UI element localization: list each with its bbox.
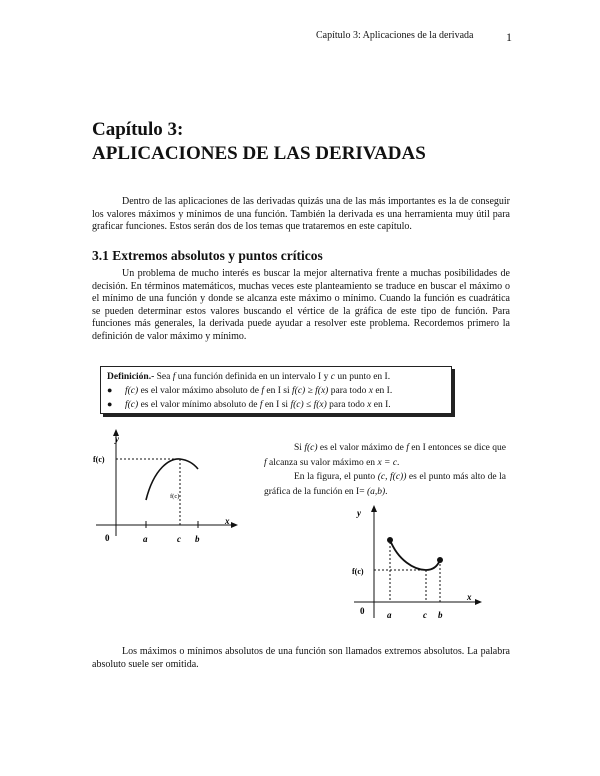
x-axis-label: x <box>467 592 472 602</box>
definition-box <box>100 366 452 414</box>
graph-minimum <box>340 502 490 632</box>
origin-label: 0 <box>105 533 110 543</box>
side-explanation: Si f(c) es el valor máximo de f en I entonces se dice que f alcanza su valor máximo en x = c. En la figura, el punto (c, f(c)) es el punto más alto de la gráfica de la función en I= (a,b). <box>264 443 506 497</box>
c-label: c <box>177 534 181 544</box>
running-header: Capítulo 3: Aplicaciones de la derivada <box>316 30 474 41</box>
chapter-number: Capítulo 3: <box>92 119 184 140</box>
chapter-name: APLICACIONES DE LAS DERIVADAS <box>92 143 426 164</box>
a-label: a <box>143 534 148 544</box>
definition-bullet-min: ● f(c) es el valor mínimo absoluto de f en I si f(c) ≤ f(x) para todo x en I. <box>107 399 391 410</box>
y-axis-label: y <box>115 434 119 444</box>
closing-paragraph: Los máximos o mínimos absolutos de una función son llamados extremos absolutos. La palabra absoluto suele ser omitida. <box>92 646 510 670</box>
definition-label: Definición.- <box>107 372 155 382</box>
page-number: 1 <box>506 30 512 44</box>
fc-label: f(c) <box>352 567 364 576</box>
fc-label: f(c) <box>93 455 105 464</box>
chapter-title <box>92 118 426 166</box>
endpoint-a <box>387 537 393 543</box>
endpoint-b <box>437 557 443 563</box>
bullet-icon: ● <box>107 399 113 409</box>
graph-maximum <box>88 428 248 550</box>
intro-paragraph: Dentro de las aplicaciones de las derivadas quizás una de las más importantes es la de conseguir los valores máximos y mínimos de una función. También la derivada es una herramienta muy útil para graficar funciones. Estos serán dos de los temas que trataremos en este capítulo. <box>92 196 510 233</box>
origin-label: 0 <box>360 606 365 616</box>
a-label: a <box>387 610 392 620</box>
mid-label: f(c) <box>170 493 180 500</box>
definition-intro: Definición.- Sea f una función definida en un intervalo I y c un punto en I. <box>107 372 391 382</box>
curve-min <box>390 540 440 570</box>
c-label: c <box>423 610 427 620</box>
b-label: b <box>438 610 443 620</box>
section-paragraph: Un problema de mucho interés es buscar la mejor alternativa frente a muchas posibilidades de decisión. En términos matemáticos, muchas veces este planteamiento se traduce en buscar el máximo o el mínimo de una función y donde se alcanza este máximo o mínimo. Cuando la función es cuadrática se pueden determinar estos valores buscando el vértice de la gráfica de este tipo de función. Para funciones más generales, la derivada puede ayudar a resolver este problema. Recordemos primero la definición de valor máximo y mínimo. <box>92 268 510 342</box>
b-label: b <box>195 534 200 544</box>
bullet-icon: ● <box>107 385 113 395</box>
x-axis-label: x <box>225 516 230 526</box>
section-title: 3.1 Extremos absolutos y puntos críticos <box>92 248 323 263</box>
definition-bullet-max: ● f(c) es el valor máximo absoluto de f en I si f(c) ≥ f(x) para todo x en I. <box>107 385 393 396</box>
y-axis-label: y <box>357 508 361 518</box>
